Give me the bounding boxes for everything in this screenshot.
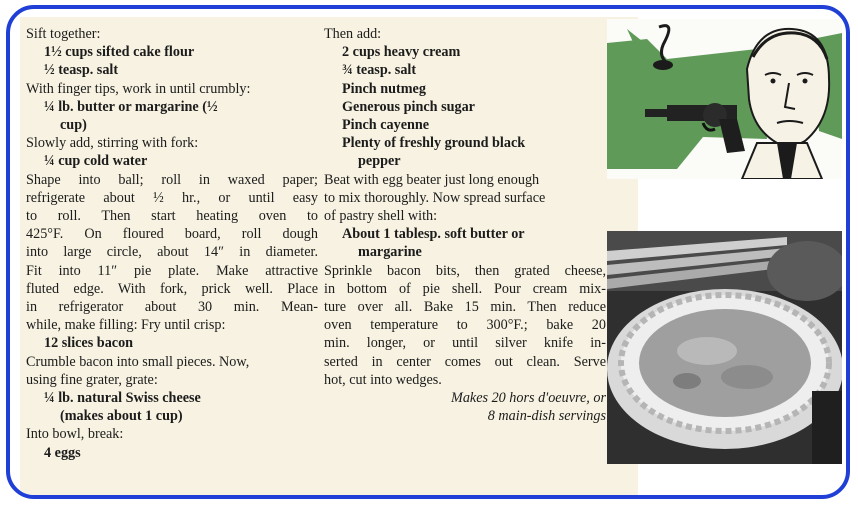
ingredient-line: About 1 tablesp. soft butter or — [342, 226, 525, 243]
ingredient-line: pepper — [358, 153, 401, 170]
hat-shape — [653, 60, 673, 70]
ingredient-line: Generous pinch sugar — [342, 98, 475, 115]
instruction-line: oven temperature to 300°F.; bake 20 — [324, 317, 606, 334]
quiche-pie-photo — [607, 231, 842, 464]
man-portrait-icon — [742, 29, 829, 179]
yield-caption: 8 main-dish servings — [487, 408, 606, 425]
ingredient-line: Pinch nutmeg — [342, 80, 426, 97]
instruction-line: in bottom of pie shell. Pour cream mix- — [324, 280, 606, 297]
recipe-step: With finger tips, work in until crumbly: — [26, 80, 251, 97]
ingredient-line: 1½ cups sifted cake flour — [44, 44, 195, 61]
ingredient-line: ½ teasp. salt — [44, 62, 119, 79]
instruction-line: to roll. Then start heating oven to — [26, 208, 318, 225]
instruction-line: serted in center comes out clean. Serve — [324, 353, 606, 370]
instruction-line: ture over all. Bake 15 min. Then reduce — [324, 299, 606, 316]
instruction-line: into large circle, about 14″ in diameter. — [26, 244, 318, 261]
recipe-card-frame — [6, 5, 850, 499]
yield-caption: Makes 20 hors d'oeuvre, or — [451, 390, 606, 407]
instruction-line: 425°F. On floured board, roll dough — [26, 226, 318, 243]
ingredient-line: Pinch cayenne — [342, 117, 430, 134]
recipe-left-column — [26, 25, 318, 462]
instruction-line: using fine grater, grate: — [26, 371, 158, 388]
ingredient-line: ¼ lb. natural Swiss cheese — [44, 390, 201, 407]
instruction-line: Sprinkle bacon bits, then grated cheese, — [324, 262, 606, 279]
instruction-line: to mix thoroughly. Now spread surface — [324, 189, 546, 206]
ingredient-line: 12 slices bacon — [44, 335, 134, 352]
ingredient-line: (makes about 1 cup) — [60, 408, 183, 425]
recipe-step: Then add: — [324, 26, 382, 42]
instruction-line: Beat with egg beater just long enough — [324, 171, 540, 188]
instruction-line: hot, cut into wedges. — [324, 371, 442, 388]
ingredient-line: ¼ cup cold water — [44, 153, 148, 170]
instruction-line: Crumble bacon into small pieces. Now, — [26, 353, 250, 370]
ingredient-line: 4 eggs — [44, 444, 81, 461]
ingredient-line: 2 cups heavy cream — [342, 44, 461, 61]
recipe-step: Into bowl, break: — [26, 426, 124, 443]
recipe-step: Slowly add, stirring with fork: — [26, 135, 199, 152]
recipe-right-column — [324, 25, 606, 425]
instruction-line: of pastry shell with: — [324, 208, 438, 225]
ingredient-line: Plenty of freshly ground black — [342, 135, 526, 152]
instruction-line: Fit into 11″ pie plate. Make attractive — [26, 262, 318, 279]
ingredient-line: ¾ teasp. salt — [342, 62, 417, 79]
quiche-photo-svg — [607, 231, 842, 464]
instruction-line: fluted edge. With fork, prick well. Place — [26, 280, 318, 297]
instruction-line: min. longer, or until silver knife in- — [324, 335, 606, 352]
man-with-revolver-illustration — [607, 19, 842, 179]
instruction-line: while, make filling: Fry until crisp: — [26, 317, 226, 334]
recipe-step: Sift together: — [26, 26, 101, 42]
quiche-filling — [639, 309, 811, 417]
revolver-illustration-svg — [607, 19, 842, 179]
ingredient-line: cup) — [60, 117, 87, 134]
instruction-line: Shape into ball; roll in waxed paper; — [26, 171, 318, 188]
ingredient-line: ¼ lb. butter or margarine (½ — [44, 98, 218, 115]
ingredient-line: margarine — [358, 244, 422, 261]
instruction-line: refrigerate about ½ hr., or until easy — [26, 189, 318, 206]
instruction-line: in refrigerator about 30 min. Mean- — [26, 299, 318, 316]
